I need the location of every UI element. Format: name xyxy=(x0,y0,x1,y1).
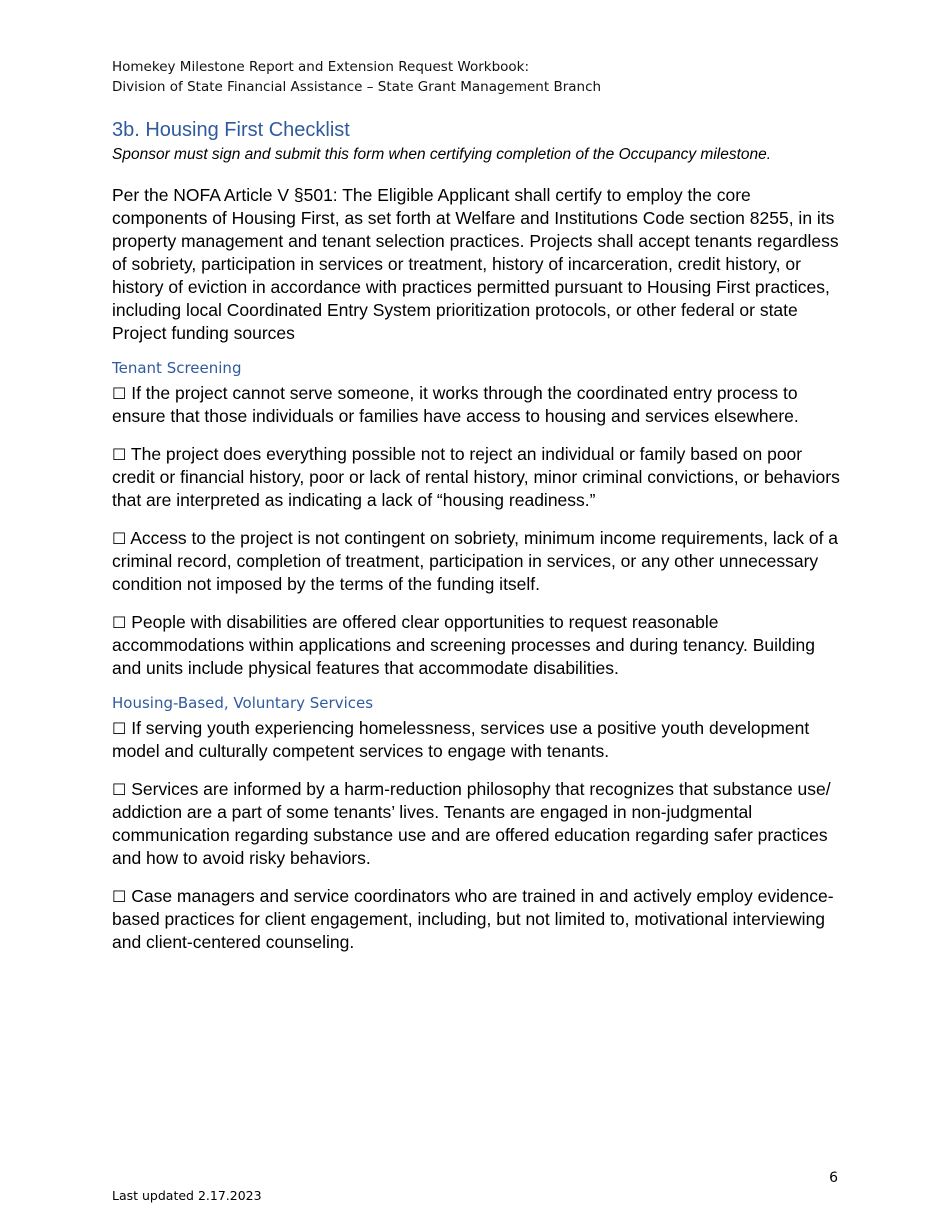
tenant-screening-heading: Tenant Screening xyxy=(112,359,242,377)
checklist-item xyxy=(112,443,842,512)
section-title: 3b. Housing First Checklist xyxy=(112,119,350,141)
footer-last-updated: Last updated 2.17.2023 xyxy=(112,1188,262,1203)
page-number: 6 xyxy=(829,1170,838,1186)
checkbox-icon[interactable]: ☐ xyxy=(112,719,127,738)
page-content xyxy=(112,117,842,969)
checklist-item-text: People with disabilities are offered clear opportunities to request reasonable accommodations within applications and screening processes and during tenancy. Building and units include physical features that accommodate disabilities. xyxy=(112,612,816,678)
checkbox-icon[interactable]: ☐ xyxy=(112,529,127,548)
header-title: Homekey Milestone Report and Extension Request Workbook: xyxy=(112,59,530,75)
checklist-item-text: Case managers and service coordinators who are trained in and actively employ evidence-based practices for client engagement, including, but not limited to, motivational interviewing and client-centered counseling. xyxy=(112,886,834,952)
checklist-item xyxy=(112,527,842,596)
checkbox-icon[interactable]: ☐ xyxy=(112,445,127,464)
checkbox-icon[interactable]: ☐ xyxy=(112,780,127,799)
checklist-item xyxy=(112,885,842,954)
page-header xyxy=(112,57,601,97)
checkbox-icon[interactable]: ☐ xyxy=(112,384,127,403)
header-division: Division of State Financial Assistance – State Grant Management Branch xyxy=(112,79,602,95)
checklist-item-text: Access to the project is not contingent on sobriety, minimum income requirements, lack of a criminal record, completion of treatment, participation in services, or any other unnecessary condition not imposed by the terms of the funding itself. xyxy=(112,528,839,594)
intro-paragraph: Per the NOFA Article V §501: The Eligible Applicant shall certify to employ the core components of Housing First, as set forth at Welfare and Institutions Code section 8255, in its property management and tenant selection practices. Projects shall accept tenants regardless of sobriety, participation in services or treatment, history of incarceration, credit history, or history of eviction in accordance with practices permitted pursuant to Housing First practices, including local Coordinated Entry System prioritization protocols, or other federal or state Project funding sources xyxy=(112,185,839,343)
checklist-item-text: If the project cannot serve someone, it works through the coordinated entry process to ensure that those individuals or families have access to housing and services elsewhere. xyxy=(112,383,799,426)
checklist-item-text: Services are informed by a harm-reduction philosophy that recognizes that substance use/ addiction are a part of some tenants’ lives. Tenants are engaged in non-judgmental communication regarding substance use and are offered education regarding safer practices and how to avoid risky behaviors. xyxy=(112,779,831,868)
checkbox-icon[interactable]: ☐ xyxy=(112,887,127,906)
checkbox-icon[interactable]: ☐ xyxy=(112,613,127,632)
section-subtitle: Sponsor must sign and submit this form when certifying completion of the Occupancy milestone. xyxy=(112,146,772,163)
checklist-item xyxy=(112,611,842,680)
checklist-item xyxy=(112,717,842,763)
voluntary-services-heading: Housing-Based, Voluntary Services xyxy=(112,694,374,712)
checklist-item-text: If serving youth experiencing homelessness, services use a positive youth development model and culturally competent services to engage with tenants. xyxy=(112,718,810,761)
checklist-item-text: The project does everything possible not to reject an individual or family based on poor credit or financial history, poor or lack of rental history, minor criminal convictions, or behaviors that are interpreted as indicating a lack of “housing readiness.” xyxy=(112,444,840,510)
checklist-item xyxy=(112,778,842,870)
checklist-item xyxy=(112,382,842,428)
